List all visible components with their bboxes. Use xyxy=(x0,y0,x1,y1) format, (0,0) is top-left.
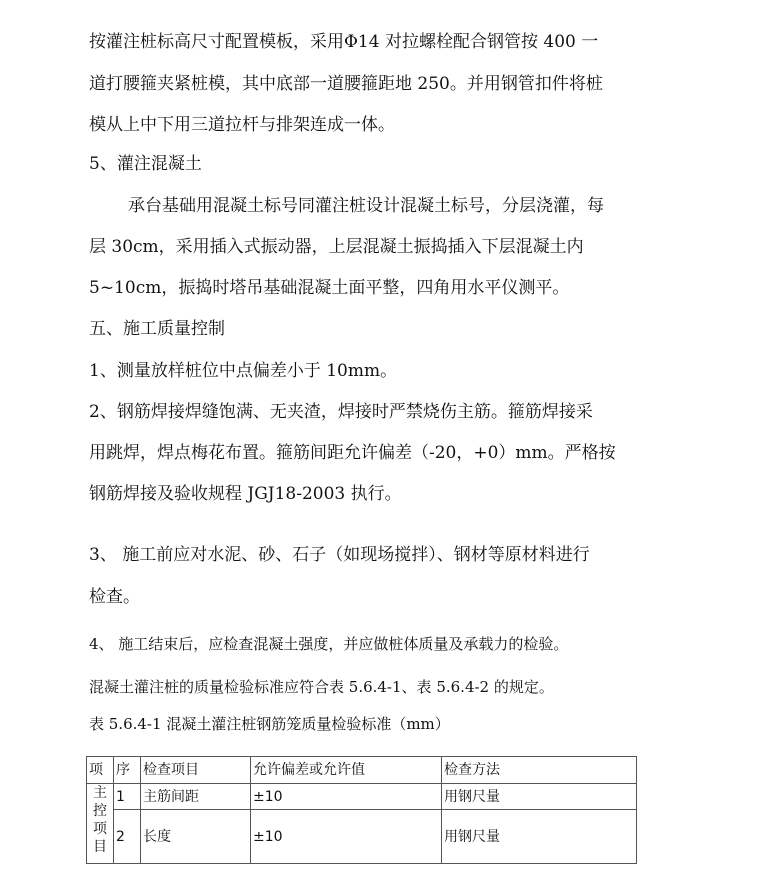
method-cell: 用钢尺量 xyxy=(442,784,637,810)
paragraph-line: 检查。 xyxy=(89,587,140,607)
paragraph-line: 3、 施工前应对水泥、砂、石子（如现场搅拌）、钢材等原材料进行 xyxy=(89,545,590,565)
paragraph-line: 混凝土灌注桩的质量检验标准应符合表 5.6.4-1、表 5.6.4-2 的规定。 xyxy=(89,678,554,696)
item-cell: 长度 xyxy=(141,810,251,864)
header-cell: 允许偏差或允许值 xyxy=(251,757,442,784)
section-heading: 5、灌注混凝土 xyxy=(89,154,202,174)
paragraph-line: 用跳焊，焊点梅花布置。箍筋间距允许偏差（-20，+0）mm。严格按 xyxy=(89,443,616,463)
paragraph-line: 道打腰箍夹紧桩模，其中底部一道腰箍距地 250。并用钢管扣件将桩 xyxy=(89,74,603,94)
table-row xyxy=(87,810,637,864)
paragraph-line: 按灌注桩标高尺寸配置模板，采用Φ14 对拉螺栓配合钢管按 400 一 xyxy=(89,32,599,52)
paragraph-line: 5~10cm，振捣时塔吊基础混凝土面平整，四角用水平仪测平。 xyxy=(89,278,570,298)
paragraph-line: 1、测量放样桩位中点偏差小于 10mm。 xyxy=(89,361,398,381)
header-cell: 序 xyxy=(114,757,141,784)
section-heading: 五、施工质量控制 xyxy=(89,319,225,339)
header-cell: 检查方法 xyxy=(442,757,637,784)
header-cell: 检查项目 xyxy=(141,757,251,784)
paragraph-line: 承台基础用混凝土标号同灌注桩设计混凝土标号，分层浇灌，每 xyxy=(128,196,604,216)
method-cell: 用钢尺量 xyxy=(442,810,637,864)
paragraph-line: 层 30cm，采用插入式振动器，上层混凝土振捣插入下层混凝土内 xyxy=(89,237,584,257)
paragraph-line: 钢筋焊接及验收规程 JGJ18-2003 执行。 xyxy=(89,484,402,504)
paragraph-line: 模从上中下用三道拉杆与排架连成一体。 xyxy=(89,115,395,135)
quality-table xyxy=(86,756,637,864)
header-cell: 项 xyxy=(87,757,114,784)
seq-cell: 1 xyxy=(114,784,141,810)
paragraph-line: 4、 施工结束后，应检查混凝土强度，并应做桩体质量及承载力的检验。 xyxy=(89,635,569,653)
table-row xyxy=(87,784,637,810)
tolerance-cell: ±10 xyxy=(251,784,442,810)
tolerance-cell: ±10 xyxy=(251,810,442,864)
item-cell: 主筋间距 xyxy=(141,784,251,810)
table-header-row xyxy=(87,757,637,784)
seq-cell: 2 xyxy=(114,810,141,864)
category-cell: 主 控 项 目 xyxy=(87,784,114,864)
paragraph-line: 2、钢筋焊接焊缝饱满、无夹渣，焊接时严禁烧伤主筋。箍筋焊接采 xyxy=(89,402,593,422)
table-caption: 表 5.6.4-1 混凝土灌注桩钢筋笼质量检验标准（mm） xyxy=(89,715,450,733)
